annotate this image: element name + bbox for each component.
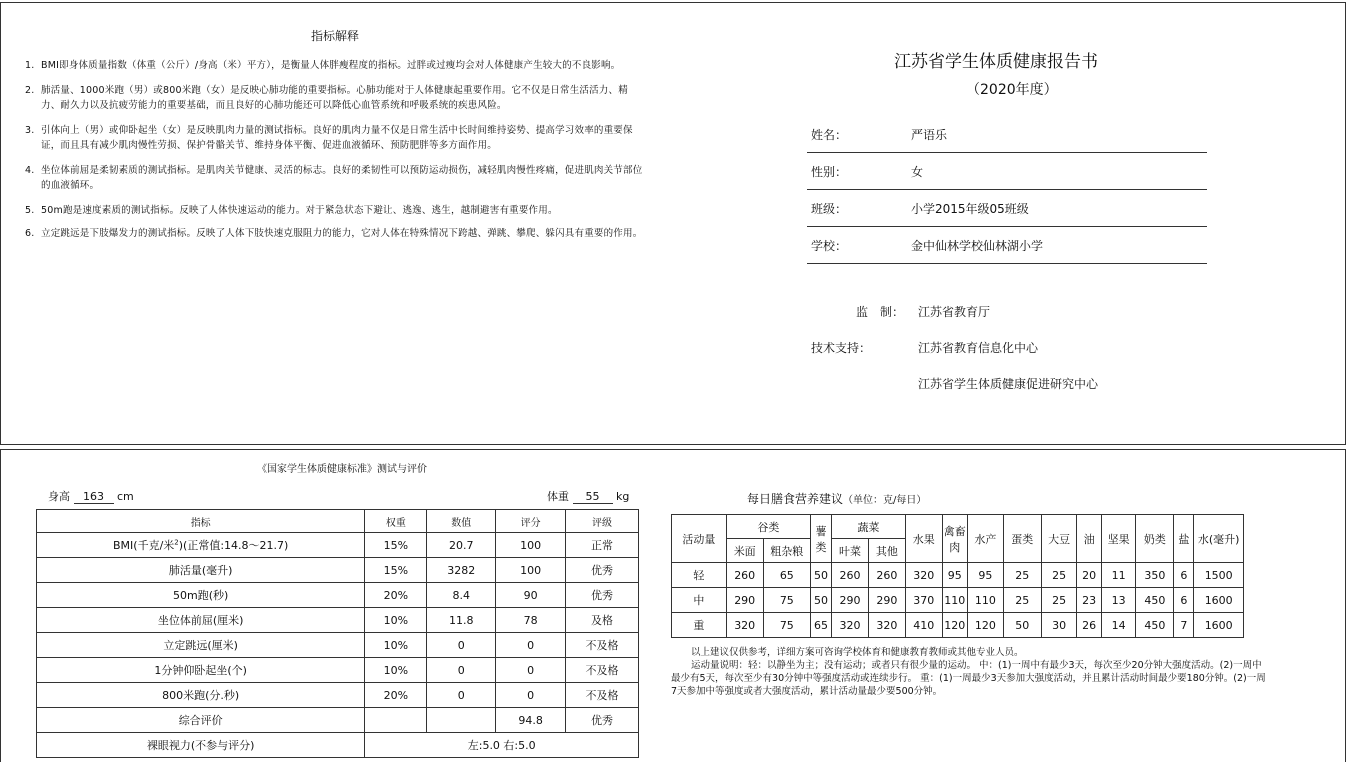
row-score: 78 xyxy=(496,608,566,633)
row-value: 3282 xyxy=(427,558,496,583)
tech-support-label: 技术支持： xyxy=(811,341,872,355)
school-label: 学校： xyxy=(811,239,848,253)
table-row xyxy=(37,658,639,683)
explanation-item: 4. 坐位体前屈是柔韧素质的测试指标。是肌肉关节健康、灵活的标志。良好的柔韧性可以预防运动损伤，减轻肌肉慢性疼痛，促进肌肉关节部位的血液循环。 xyxy=(25,165,643,191)
nutrition-value: 75 xyxy=(763,588,810,613)
row-weight: 10% xyxy=(365,608,427,633)
row-indicator: 坐位体前屈(厘米) xyxy=(37,608,365,633)
class-label: 班级： xyxy=(811,202,848,216)
row-weight: 15% xyxy=(365,533,427,558)
nutrition-value: 26 xyxy=(1077,613,1101,638)
gender-value: 女 xyxy=(911,165,924,179)
nutrition-value: 1600 xyxy=(1194,613,1244,638)
table-row xyxy=(37,608,639,633)
explanation-list xyxy=(25,58,645,251)
row-weight: 20% xyxy=(365,683,427,708)
header-leafy: 叶菜 xyxy=(832,539,869,563)
row-weight: 20% xyxy=(365,583,427,608)
nutrition-value: 290 xyxy=(832,588,869,613)
nutrition-value: 50 xyxy=(1003,613,1041,638)
header-egg: 蛋类 xyxy=(1003,515,1041,563)
row-score: 0 xyxy=(496,633,566,658)
header-nut: 坚果 xyxy=(1101,515,1136,563)
row-value: 0 xyxy=(427,658,496,683)
height-label: 身高 xyxy=(48,490,70,503)
row-indicator: 1分钟仰卧起坐(个) xyxy=(37,658,365,683)
nutrition-value: 290 xyxy=(868,588,905,613)
nutrition-value: 450 xyxy=(1136,613,1174,638)
header-activity: 活动量 xyxy=(672,515,727,563)
nutrition-value: 110 xyxy=(942,588,967,613)
header-meat: 禽畜肉 xyxy=(942,515,967,563)
class-value: 小学2015年级05班级 xyxy=(911,202,1029,216)
explanation-item: 1. BMI即身体质量指数（体重（公斤）/身高（米）平方），是衡量人体胖瘦程度的指标。过胖或过瘦均会对人体健康产生较大的不良影响。 xyxy=(25,60,621,71)
nutrition-title: 每日膳食营养建议（单位：克/每日） xyxy=(747,492,927,506)
note-activity: 运动量说明：轻：以静坐为主；没有运动；或者只有很少量的运动。 中：(1)一周中有最少3天，每次至少20分钟大强度活动。(2)一周中最少有5天，每次至少有30分钟中等强度活动或连续步行。 重：(1)一周最少3天参加大强度活动，并且累计活动时间最少要180分钟。(2)一周7天参加中等强度或者大强度活动，累计活动量最少要500分钟。 xyxy=(671,660,1266,697)
row-weight: 10% xyxy=(365,658,427,683)
row-indicator: 50m跑(秒) xyxy=(37,583,365,608)
row-grade: 不及格 xyxy=(566,658,639,683)
report-year: （2020年度） xyxy=(966,82,1058,98)
nutrition-value: 370 xyxy=(905,588,942,613)
supervisor-label: 监 制： xyxy=(856,305,905,319)
school-value: 金中仙林学校仙林湖小学 xyxy=(911,239,1044,253)
nutrition-value: 110 xyxy=(967,588,1003,613)
nutrition-value: 120 xyxy=(967,613,1003,638)
table-row xyxy=(37,683,639,708)
nutrition-value: 25 xyxy=(1003,563,1041,588)
vision-label: 裸眼视力(不参与评分) xyxy=(37,733,365,758)
explanation-title: 指标解释 xyxy=(311,29,360,43)
height-value: 163 xyxy=(74,490,114,504)
header-vegetable: 蔬菜 xyxy=(832,515,906,539)
nutrition-notes xyxy=(671,646,1271,698)
nutrition-value: 95 xyxy=(942,563,967,588)
table-header-row xyxy=(37,510,639,533)
test-results-table xyxy=(36,509,639,758)
info-row-school xyxy=(807,227,1207,264)
row-grade: 优秀 xyxy=(566,583,639,608)
header-milk: 奶类 xyxy=(1136,515,1174,563)
vision-value: 左:5.0 右:5.0 xyxy=(365,733,639,758)
name-label: 姓名： xyxy=(811,128,848,142)
row-value: 11.8 xyxy=(427,608,496,633)
nutrition-value: 1500 xyxy=(1194,563,1244,588)
nutrition-value: 25 xyxy=(1003,588,1041,613)
table-row xyxy=(37,633,639,658)
header-weight: 权重 xyxy=(365,510,427,533)
nutrition-value: 13 xyxy=(1101,588,1136,613)
nutrition-row xyxy=(672,613,1244,638)
header-coarse-grain: 粗杂粮 xyxy=(763,539,810,563)
nutrition-value: 95 xyxy=(967,563,1003,588)
height-line xyxy=(48,488,134,504)
nutrition-value: 6 xyxy=(1174,563,1194,588)
nutrition-value: 1600 xyxy=(1194,588,1244,613)
row-grade: 正常 xyxy=(566,533,639,558)
nutrition-value: 7 xyxy=(1174,613,1194,638)
nutrition-value: 25 xyxy=(1041,563,1077,588)
test-results-page xyxy=(0,449,1346,762)
nutrition-value: 320 xyxy=(832,613,869,638)
row-indicator: 肺活量(毫升) xyxy=(37,558,365,583)
header-value: 数值 xyxy=(427,510,496,533)
explanation-item: 2. 肺活量、1000米跑（男）或800米跑（女）是反映心肺功能的重要指标。心肺功能对于人体健康起重要作用。它不仅是日常生活活力、精力、耐久力以及抗疲劳能力的重要基础，而且良好的心肺功能还可以降低心血管系统和呼吸系统的疾患风险。 xyxy=(25,85,628,111)
nutrition-value: 320 xyxy=(905,563,942,588)
overall-grade: 优秀 xyxy=(566,708,639,733)
nutrition-value: 320 xyxy=(868,613,905,638)
nutrition-value: 260 xyxy=(868,563,905,588)
row-indicator: 立定跳远(厘米) xyxy=(37,633,365,658)
nutrition-value: 23 xyxy=(1077,588,1101,613)
row-grade: 优秀 xyxy=(566,558,639,583)
info-row-name xyxy=(807,116,1207,153)
row-score: 90 xyxy=(496,583,566,608)
row-value: 8.4 xyxy=(427,583,496,608)
row-score: 0 xyxy=(496,658,566,683)
gender-label: 性别： xyxy=(811,165,848,179)
nutrition-row xyxy=(672,563,1244,588)
nutrition-table xyxy=(671,514,1244,638)
header-water: 水(毫升) xyxy=(1194,515,1244,563)
nutrition-value: 14 xyxy=(1101,613,1136,638)
tech-support-value-2: 江苏省学生体质健康促进研究中心 xyxy=(918,377,1099,391)
row-grade: 不及格 xyxy=(566,683,639,708)
nutrition-row xyxy=(672,588,1244,613)
nutrition-value: 30 xyxy=(1041,613,1077,638)
header-aquatic: 水产 xyxy=(967,515,1003,563)
row-grade: 不及格 xyxy=(566,633,639,658)
overall-label: 综合评价 xyxy=(37,708,365,733)
nutrition-value: 410 xyxy=(905,613,942,638)
weight-line xyxy=(547,488,629,504)
header-score: 评分 xyxy=(496,510,566,533)
header-indicator: 指标 xyxy=(37,510,365,533)
nutrition-value: 11 xyxy=(1101,563,1136,588)
row-indicator: 800米跑(分.秒) xyxy=(37,683,365,708)
row-weight: 15% xyxy=(365,558,427,583)
nutrition-header-row xyxy=(672,515,1244,539)
overall-value-empty xyxy=(427,708,496,733)
nutrition-unit: （单位：克/每日） xyxy=(843,495,927,506)
header-grade: 评级 xyxy=(566,510,639,533)
supervisor-value: 江苏省教育厅 xyxy=(918,305,991,319)
report-cover-page xyxy=(0,2,1346,445)
note-disclaimer: 以上建议仅供参考，详细方案可咨询学校体育和健康教育教师或其他专业人员。 xyxy=(691,647,1024,658)
nutrition-value: 50 xyxy=(811,588,832,613)
nutrition-value: 320 xyxy=(726,613,763,638)
nutrition-value: 120 xyxy=(942,613,967,638)
weight-value: 55 xyxy=(573,490,613,504)
header-other-veg: 其他 xyxy=(868,539,905,563)
header-oil: 油 xyxy=(1077,515,1101,563)
report-title: 江苏省学生体质健康报告书 xyxy=(894,52,1098,72)
header-soy: 大豆 xyxy=(1041,515,1077,563)
row-weight: 10% xyxy=(365,633,427,658)
header-grain: 谷类 xyxy=(726,515,810,539)
explanation-item: 6. 立定跳远是下肢爆发力的测试指标。反映了人体下肢快速克服阻力的能力，它对人体在特殊情况下跨越、弹跳、攀爬、躲闪具有重要的作用。 xyxy=(25,228,643,239)
overall-row xyxy=(37,708,639,733)
header-salt: 盐 xyxy=(1174,515,1194,563)
row-value: 20.7 xyxy=(427,533,496,558)
standard-title: 《国家学生体质健康标准》测试与评价 xyxy=(257,464,427,475)
nutrition-value: 290 xyxy=(726,588,763,613)
activity-level: 中 xyxy=(672,588,727,613)
nutrition-value: 350 xyxy=(1136,563,1174,588)
height-unit: cm xyxy=(117,490,134,503)
weight-label: 体重 xyxy=(547,490,569,503)
row-score: 100 xyxy=(496,558,566,583)
weight-unit: kg xyxy=(616,490,630,503)
overall-weight-empty xyxy=(365,708,427,733)
nutrition-value: 25 xyxy=(1041,588,1077,613)
activity-level: 重 xyxy=(672,613,727,638)
bmi-label: BMI(千克/米$^2$)(正常值:14.8～21.7) xyxy=(37,533,365,558)
table-row xyxy=(37,558,639,583)
header-rice: 米面 xyxy=(726,539,763,563)
header-fruit: 水果 xyxy=(905,515,942,563)
row-value: 0 xyxy=(427,683,496,708)
nutrition-value: 6 xyxy=(1174,588,1194,613)
row-value: 0 xyxy=(427,633,496,658)
nutrition-value: 20 xyxy=(1077,563,1101,588)
header-potato: 薯类 xyxy=(811,515,832,563)
nutrition-value: 260 xyxy=(832,563,869,588)
nutrition-value: 50 xyxy=(811,563,832,588)
explanation-item: 3. 引体向上（男）或仰卧起坐（女）是反映肌肉力量的测试指标。良好的肌肉力量不仅是日常生活中长时间维持姿势、提高学习效率的重要保证，而且具有减少肌肉慢性劳损、保护骨骼关节、维持身体平衡、促进血液循环、预防肥胖等多方面作用。 xyxy=(25,125,633,151)
info-row-class xyxy=(807,190,1207,227)
explanation-item: 5. 50m跑是速度素质的测试指标。反映了人体快速运动的能力。对于紧急状态下避让、逃逸、逃生，越制避害有重要作用。 xyxy=(25,205,558,216)
name-value: 严语乐 xyxy=(911,128,948,142)
row-score: 0 xyxy=(496,683,566,708)
info-row-gender xyxy=(807,153,1207,190)
nutrition-value: 450 xyxy=(1136,588,1174,613)
nutrition-value: 65 xyxy=(811,613,832,638)
nutrition-value: 65 xyxy=(763,563,810,588)
row-grade: 及格 xyxy=(566,608,639,633)
row-score: 100 xyxy=(496,533,566,558)
table-row xyxy=(37,583,639,608)
nutrition-value: 75 xyxy=(763,613,810,638)
table-row xyxy=(37,533,639,558)
nutrition-value: 260 xyxy=(726,563,763,588)
vision-row xyxy=(37,733,639,758)
activity-level: 轻 xyxy=(672,563,727,588)
tech-support-value-1: 江苏省教育信息化中心 xyxy=(918,341,1039,355)
overall-score: 94.8 xyxy=(496,708,566,733)
